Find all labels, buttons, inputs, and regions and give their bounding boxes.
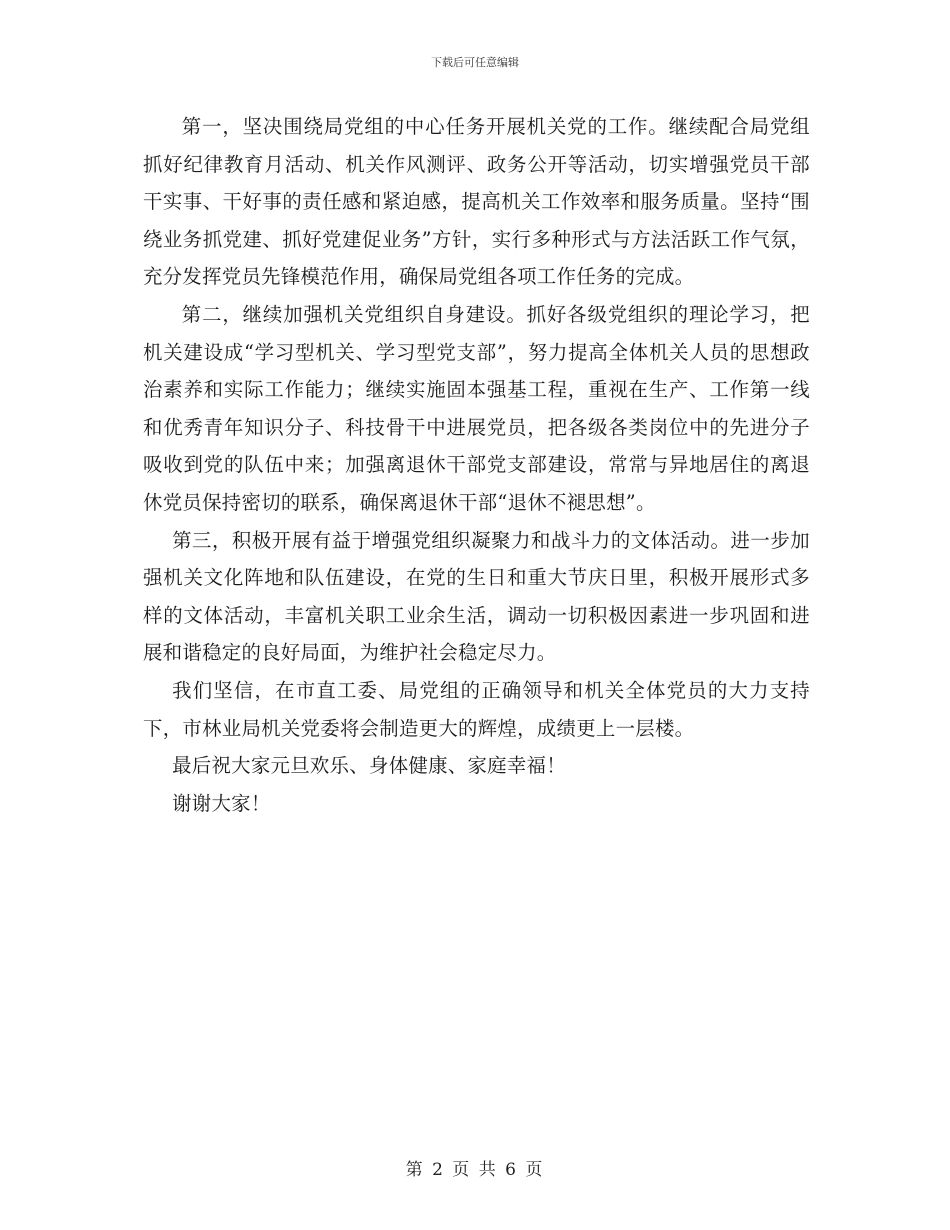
paragraph-thanks: 谢谢大家！ [172,791,271,815]
paragraph-third: 第三，积极开展有益于增强党组织凝聚力和战斗力的文体活动。进一步加强机关文化阵地和队伍建设，在党的生日和重大节庆日里，积极开展形式多样的文体活动，丰富机关职工业余生活，调动一切积极因素进一步巩固和进展和谐稳定的良好局面，为维护社会稳定尽力。 [143,528,810,665]
paragraph-conviction: 我们坚信，在市直工委、局党组的正确领导和机关全体党员的大力支持下，市林业局机关党委将会制造更大的辉煌，成绩更上一层楼。 [143,678,810,740]
document-body [143,108,810,822]
page-number-footer: 第 2 页 共 6 页 [405,1160,545,1180]
paragraph-first: 第一，坚决围绕局党组的中心任务开展机关党的工作。继续配合局党组抓好纪律教育月活动、机关作风测评、政务公开等活动，切实增强党员干部干实事、干好事的责任感和紧迫感，提高机关工作效率和服务质量。坚持“围绕业务抓党建、抓好党建促业务”方针，实行多种形式与方法活跃工作气氛，充分发挥党员先锋模范作用，确保局党组各项工作任务的完成。 [143,115,810,289]
page-header-note: 下载后可任意编辑 [431,56,519,69]
paragraph-greeting: 最后祝大家元旦欢乐、身体健康、家庭幸福！ [172,754,566,778]
paragraph-second: 第二，继续加强机关党组织自身建设。抓好各级党组织的理论学习，把机关建设成“学习型机关、学习型党支部”，努力提高全体机关人员的思想政治素养和实际工作能力；继续实施固本强基工程，重视在生产、工作第一线和优秀青年知识分子、科技骨干中进展党员，把各级各类岗位中的先进分子吸收到党的队伍中来；加强离退休干部党支部建设，常常与异地居住的离退休党员保持密切的联系，确保离退休干部“退休不褪思想”。 [143,302,810,514]
